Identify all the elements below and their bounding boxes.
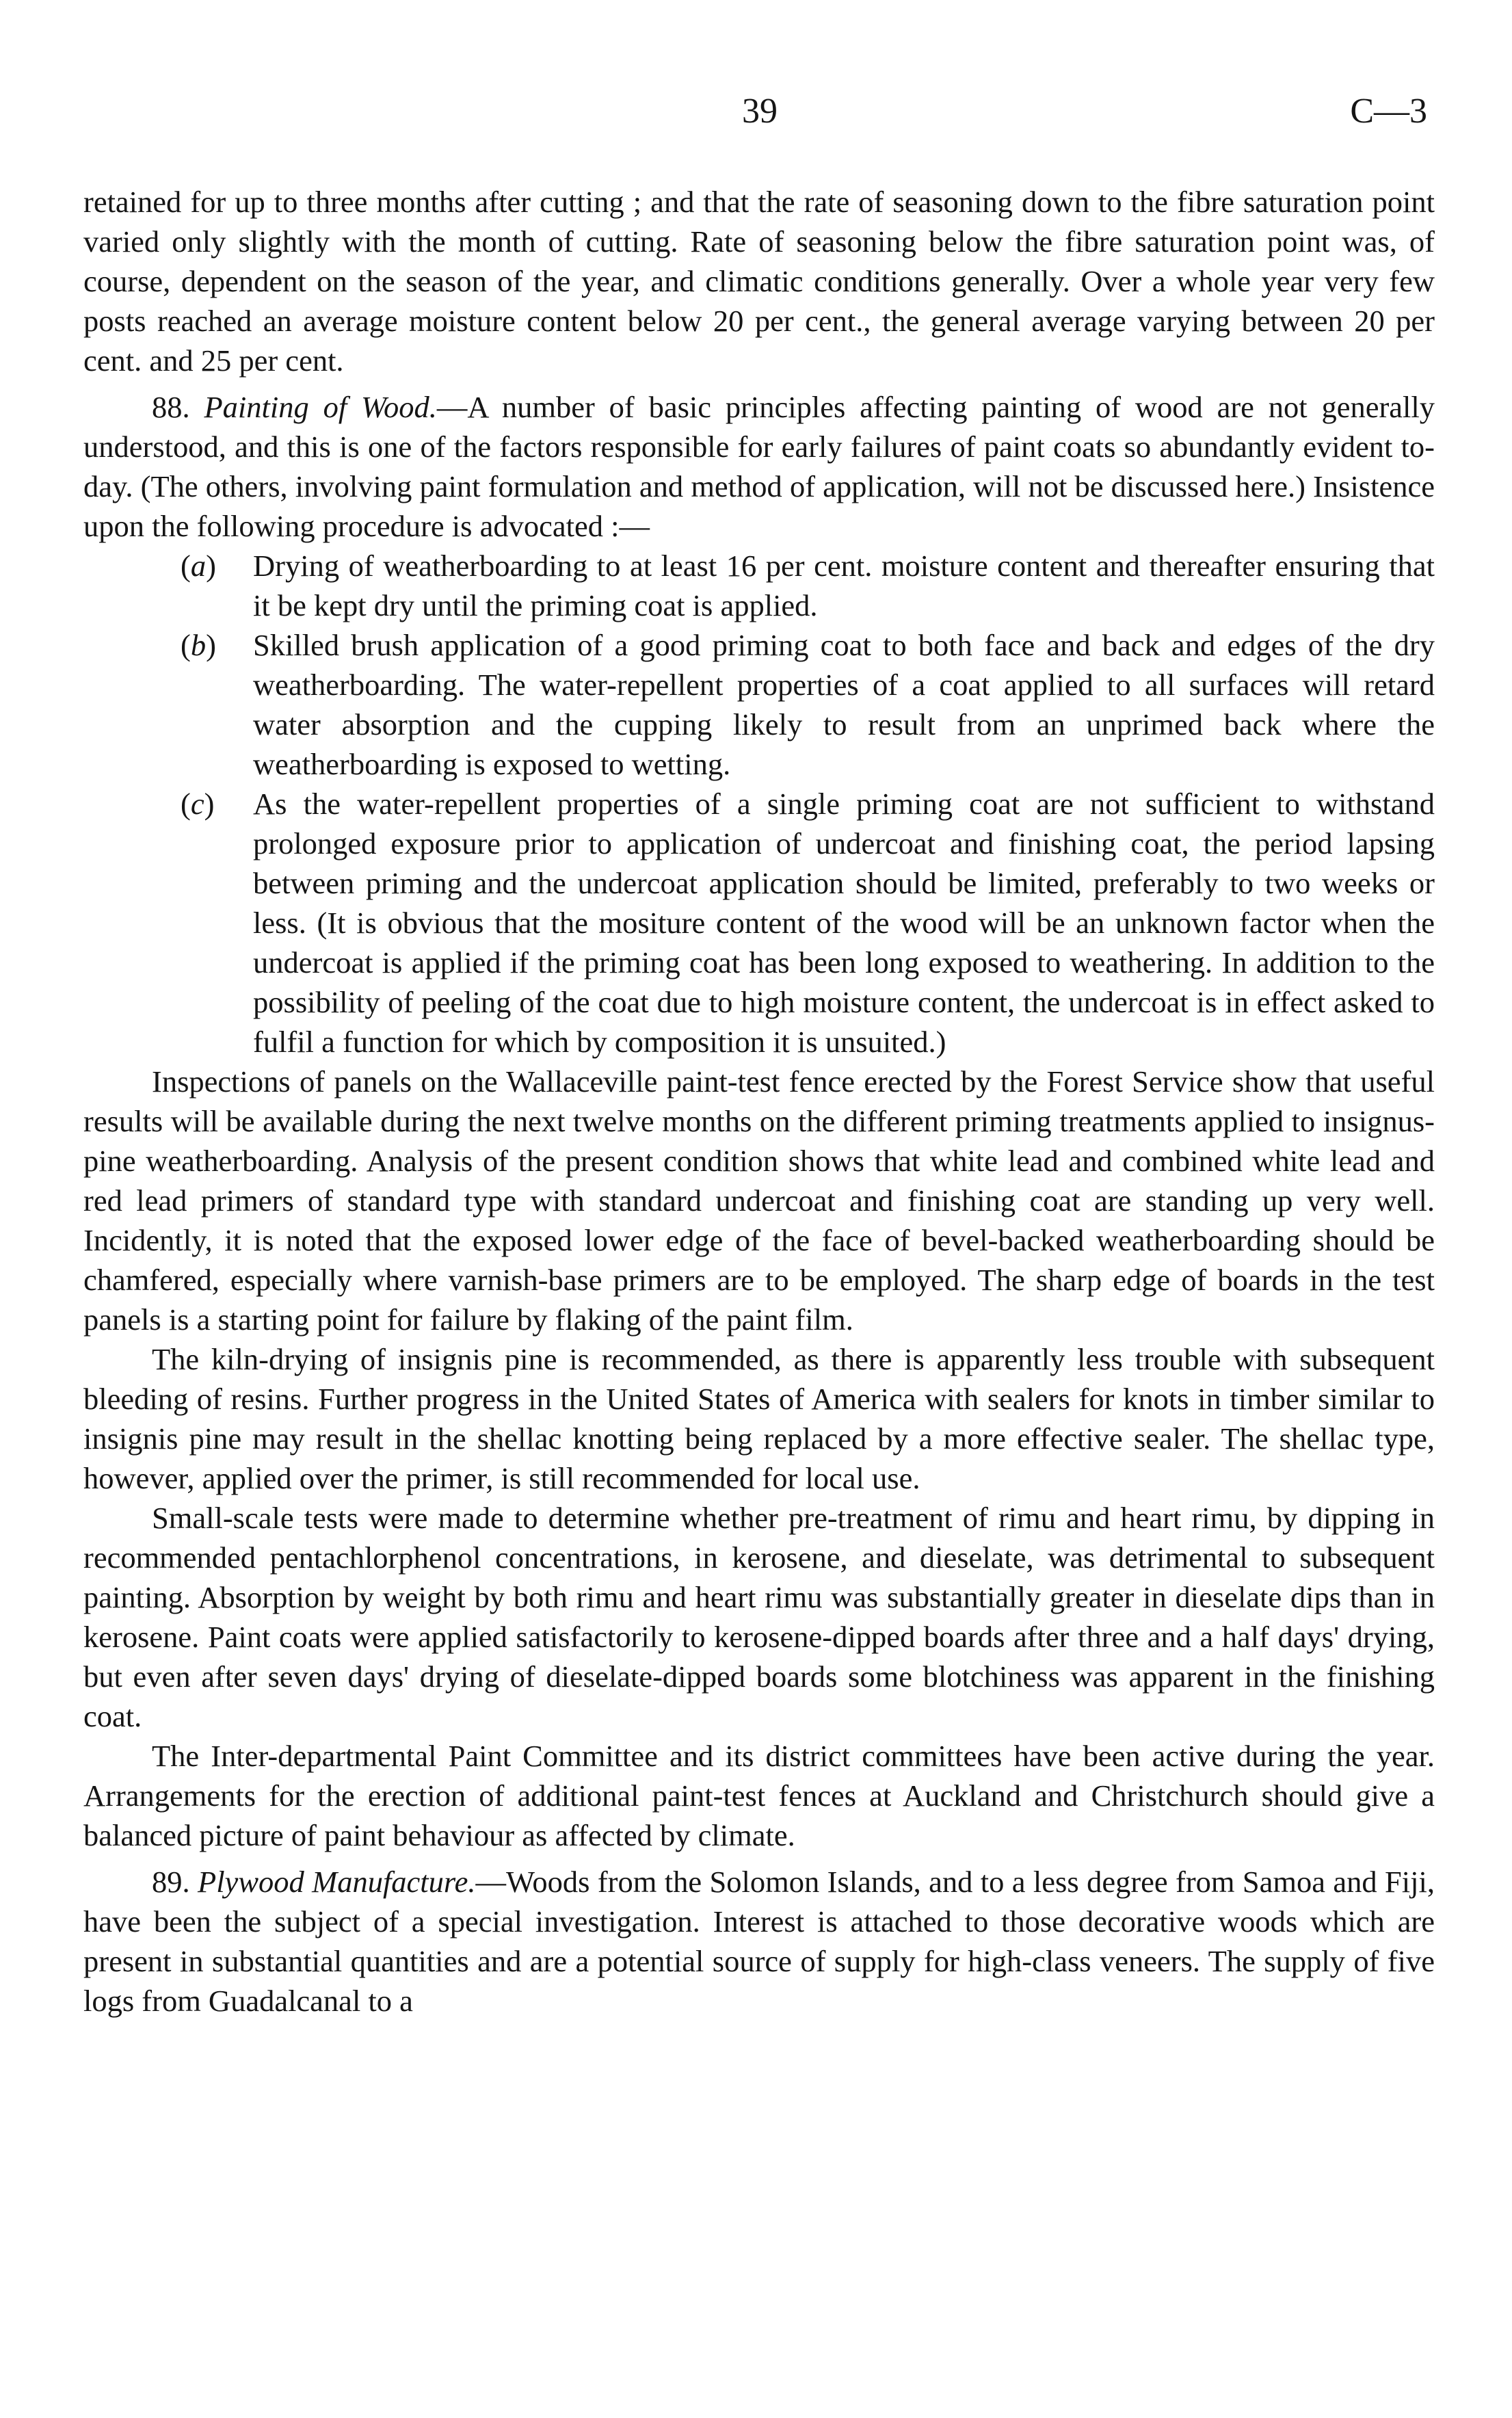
paragraph-paint-committee: The Inter-departmental Paint Committee and its district committees have been active during the year. Arrangements for the erection of additional paint-test fences at Auckland and Christchurch should give a balanced picture of paint behaviour as affected by climate. [83, 1739, 1435, 1852]
list-item [83, 546, 1435, 625]
page-number: 39 [742, 92, 778, 131]
section-number: 89. [152, 1865, 190, 1899]
page-header [0, 88, 1512, 135]
list-item-text: Skilled brush application of a good priming coat to both face and back and edges of the dry weatherboarding. The water-repellent properties of a coat applied to all surfaces will retard water absorption and the cupping likely to result from an unprimed back where the weatherboarding is exposed to wetting. [253, 628, 1435, 781]
body-text [83, 182, 1435, 2021]
list-marker: (c) [181, 787, 215, 821]
section-heading: Painting of Wood. [204, 390, 437, 424]
list-marker: (a) [181, 549, 216, 583]
procedure-list [83, 546, 1435, 1062]
document-reference: C—3 [1350, 92, 1427, 131]
section-number: 88. [152, 390, 190, 424]
section-text: —Woods from the Solomon Islands, and to a less degree from Samoa and Fiji, have been the subject of a special investigation. Interest is attached to those decorative woods which are present in substantial quantities and are a potential source of supply for high-class veneers. The supply of five logs from Guadalcanal to a [83, 1865, 1435, 2018]
paragraph-kiln-drying: The kiln-drying of insignis pine is recommended, as there is apparently less trouble with subsequent bleeding of resins. Further progress in the United States of America with sealers for knots in timber similar to insignis pine may result in the shellac knotting being replaced by a more effective sealer. The shellac type, however, applied over the primer, is still recommended for local use. [83, 1342, 1435, 1495]
section-heading: Plywood Manufacture. [198, 1865, 476, 1899]
section-89-paragraph [83, 1862, 1435, 2021]
list-marker: (b) [181, 628, 216, 662]
section-88-paragraph [83, 387, 1435, 546]
paragraph-inspections: Inspections of panels on the Wallaceville paint-test fence erected by the Forest Service show that useful results will be available during the next twelve months on the different priming treatments applied to insignus-pine weatherboarding. Analysis of the present condition shows that white lead and combined white lead and red lead primers of standard type with standard undercoat and finishing coat are standing up very well. Incidently, it is noted that the exposed lower edge of the face of bevel-backed weatherboarding should be chamfered, especially where varnish-base primers are to be employed. The sharp edge of boards in the test panels is a starting point for failure by flaking of the paint film. [83, 1064, 1435, 1337]
section-text: —A number of basic principles affecting painting of wood are not generally understood, and this is one of the factors responsible for early failures of paint coats so abundantly evident to-day. (The others, involving paint formulation and method of application, will not be discussed here.) Insistence upon the following procedure is advocated :— [83, 390, 1435, 543]
list-item [83, 625, 1435, 784]
list-item-text: As the water-repellent properties of a single priming coat are not sufficient to withstand prolonged exposure prior to application of undercoat and finishing coat, the period lapsing between priming and the undercoat application should be limited, preferably to two weeks or less. (It is obvious that the mositure content of the wood will be an unknown factor when the undercoat is applied if the priming coat has been long exposed to weathering. In addition to the possibility of peeling of the coat due to high moisture content, the undercoat is in effect asked to fulfil a function for which by composition it is unsuited.) [253, 787, 1435, 1059]
paragraph-seasoning-continued: retained for up to three months after cutting ; and that the rate of seasoning down to the fibre saturation point varied only slightly with the month of cutting. Rate of seasoning below the fibre saturation point was, of course, dependent on the season of the year, and climatic conditions generally. Over a whole year very few posts reached an average moisture content below 20 per cent., the general average varying between 20 per cent. and 25 per cent. [83, 185, 1435, 378]
paragraph-small-scale-tests: Small-scale tests were made to determine whether pre-treatment of rimu and heart rimu, by dipping in recommended pentachlorphenol concentrations, in kerosene, and dieselate, was detrimental to subsequent painting. Absorption by weight by both rimu and heart rimu was substantially greater in dieselate dips than in kerosene. Paint coats were applied satisfactorily to kerosene-dipped boards after three and a half days' drying, but even after seven days' drying of dieselate-dipped boards some blotchiness was apparent in the finishing coat. [83, 1501, 1435, 1733]
list-item [83, 784, 1435, 1062]
list-item-text: Drying of weatherboarding to at least 16 per cent. moisture content and thereafter ensuring that it be kept dry until the priming coat is applied. [253, 549, 1435, 622]
